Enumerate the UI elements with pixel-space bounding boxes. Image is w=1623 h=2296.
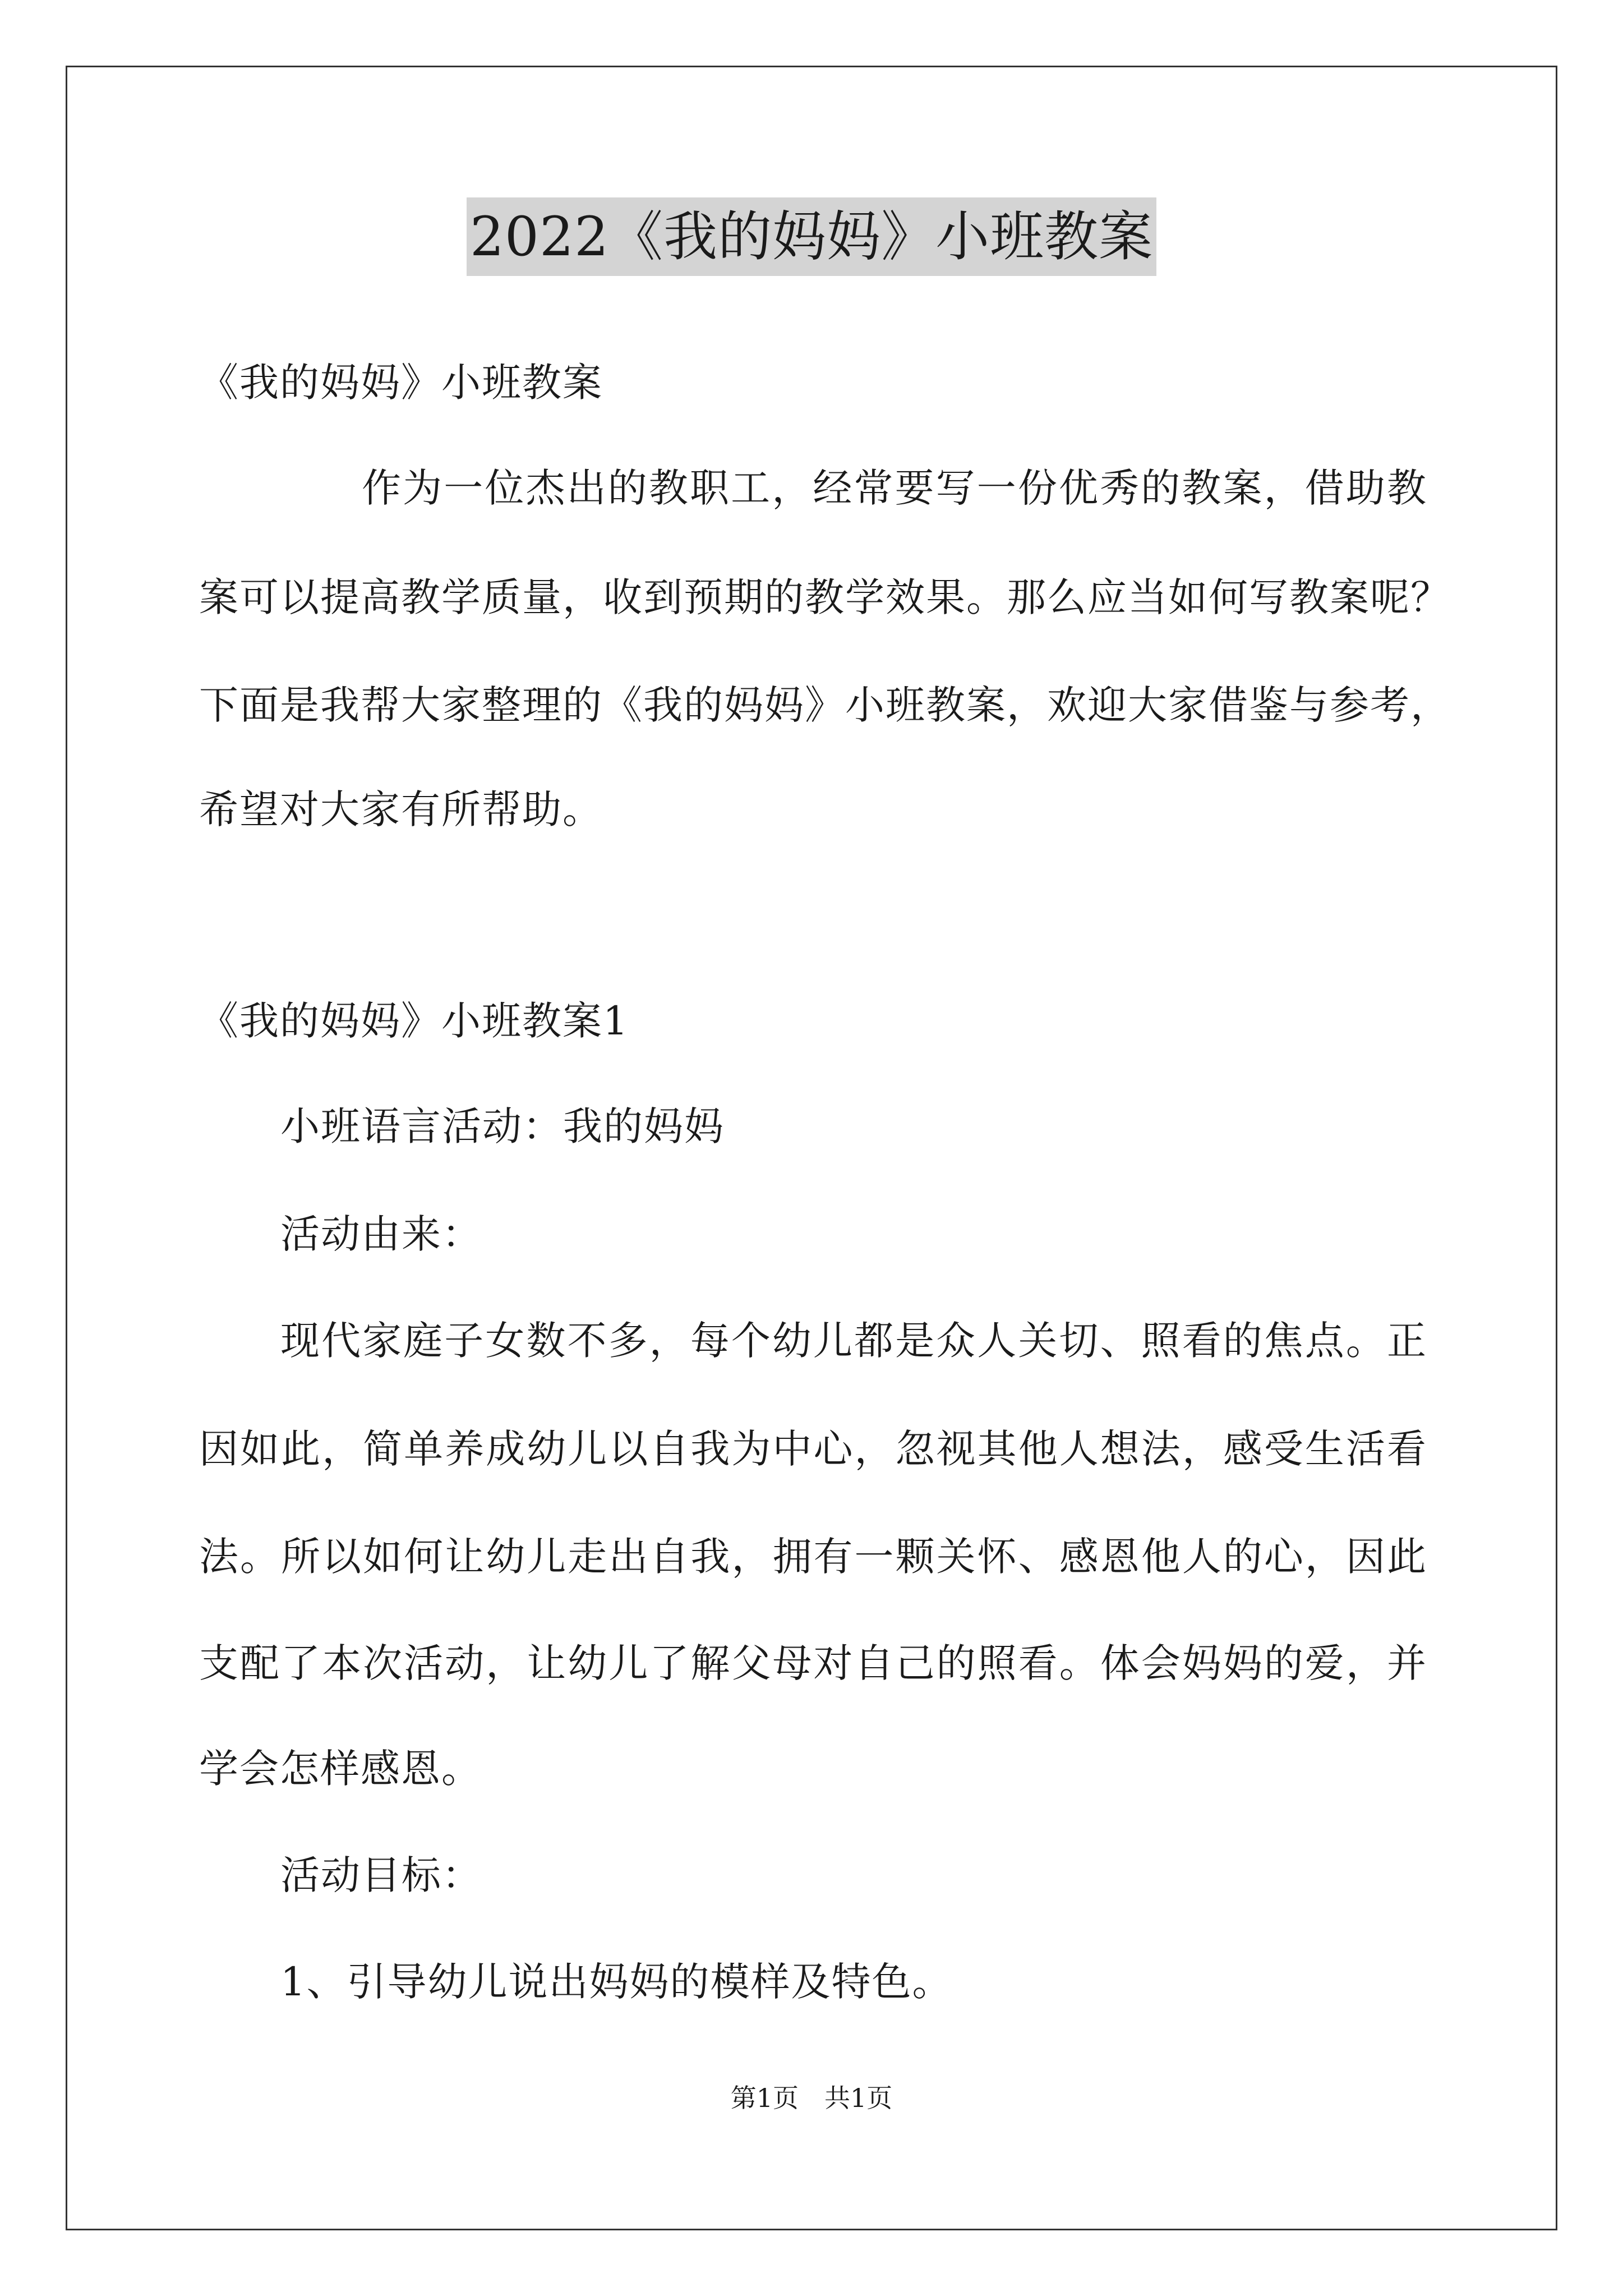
goal-item-1: 1、引导幼儿说出妈妈的模样及特色。 xyxy=(280,1959,953,2005)
page-indicator: 第1页 共1页 xyxy=(730,2083,893,2113)
document-title: 2022《我的妈妈》小班教案 xyxy=(467,197,1156,276)
document-subtitle: 《我的妈妈》小班教案 xyxy=(199,360,603,406)
origin-line-5: 学会怎样感恩。 xyxy=(199,1746,482,1792)
origin-label: 活动由来： xyxy=(280,1211,482,1257)
intro-line-4: 希望对大家有所帮助。 xyxy=(199,786,603,832)
activity-name: 小班语言活动：我的妈妈 xyxy=(280,1103,725,1149)
origin-line-1: 现代家庭子女数不多，每个幼儿都是众人关切、照看的焦点。正 xyxy=(280,1318,1427,1364)
intro-line-3: 下面是我帮大家整理的《我的妈妈》小班教案，欢迎大家借鉴与参考， xyxy=(199,682,1451,728)
section-heading: 《我的妈妈》小班教案1 xyxy=(199,998,629,1044)
origin-line-3: 法。所以如何让幼儿走出自我，拥有一颗关怀、感恩他人的心，因此 xyxy=(199,1534,1427,1580)
intro-line-1: 作为一位杰出的教职工，经常要写一份优秀的教案，借助教 xyxy=(362,465,1427,511)
intro-line-2: 案可以提高教学质量，收到预期的教学效果。那么应当如何写教案呢？ xyxy=(199,574,1451,620)
origin-line-2: 因如此，简单养成幼儿以自我为中心，忽视其他人想法，感受生活看 xyxy=(199,1426,1427,1472)
goal-label: 活动目标： xyxy=(280,1852,482,1898)
origin-line-4: 支配了本次活动，让幼儿了解父母对自己的照看。体会妈妈的爱，并 xyxy=(199,1640,1427,1686)
title-container xyxy=(0,197,1623,276)
